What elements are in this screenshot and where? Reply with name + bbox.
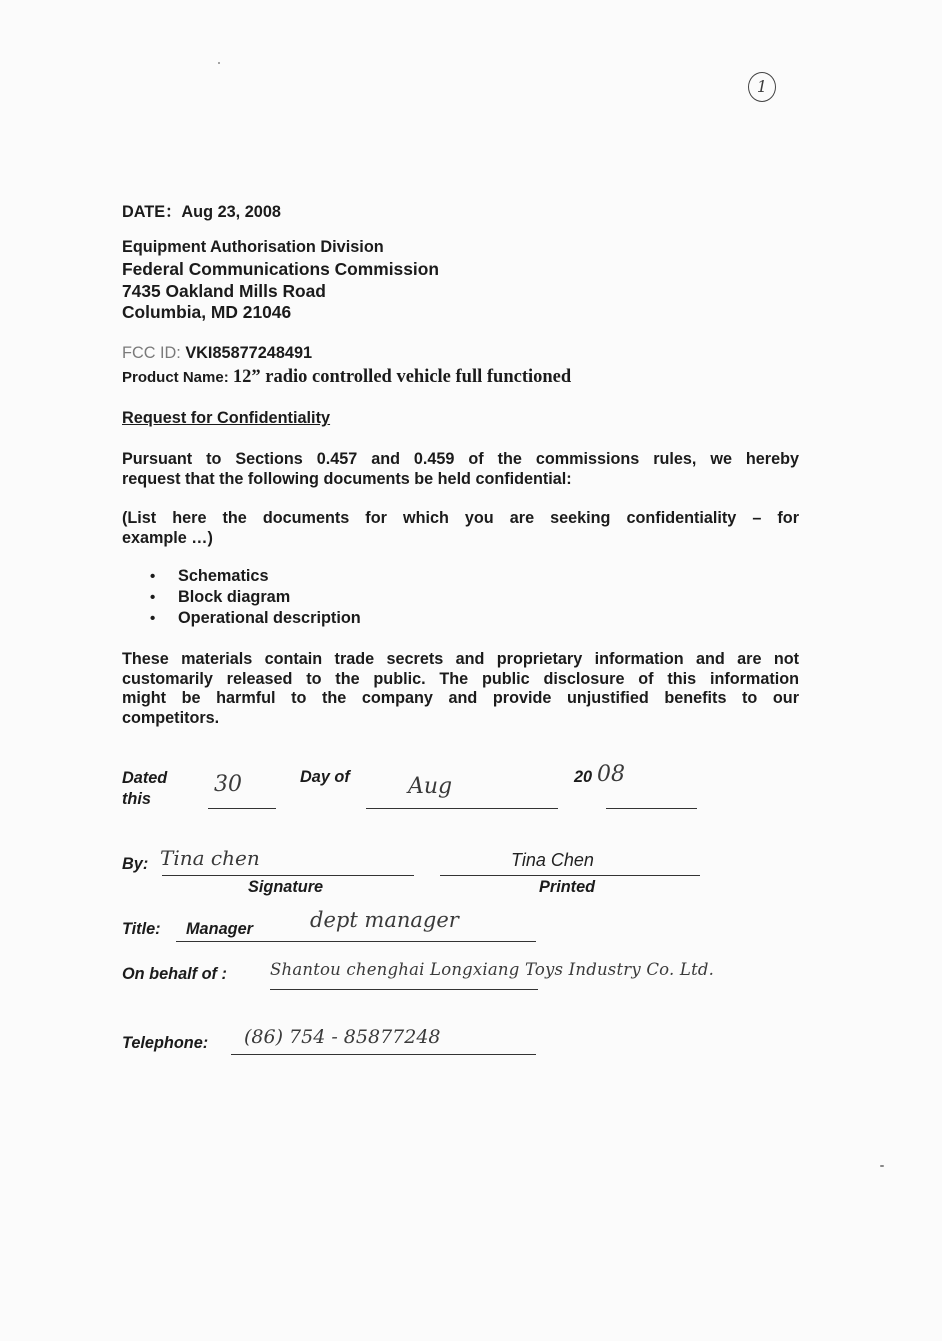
address-line-4: Columbia, MD 21046 — [122, 302, 292, 322]
behalf-value[interactable]: Shantou chenghai Longxiang Toys Industry Co. Ltd. — [270, 960, 715, 979]
paragraph-trade-secrets — [122, 650, 799, 728]
product-name-label: Product Name: — [122, 369, 233, 386]
address-line-1: Equipment Authorisation Division — [122, 238, 384, 256]
title-handwritten-value[interactable]: dept manager — [310, 908, 459, 932]
fcc-id-value: VKI85877248491 — [185, 344, 313, 362]
printed-caption: Printed — [539, 878, 596, 896]
list-item: • Block diagram — [122, 587, 361, 608]
dated-day-value[interactable]: 30 — [214, 772, 242, 797]
signature-value[interactable]: Tina chen — [160, 846, 260, 870]
title-typed-value: Manager — [186, 920, 253, 938]
paragraph-sections-line-1: Pursuant to Sections 0.457 and 0.459 of the commissions rules, we hereby — [122, 450, 799, 468]
signature-caption: Signature — [248, 878, 324, 896]
fcc-id-line — [122, 344, 312, 363]
product-name-value: 12” radio controlled vehicle full functioned — [232, 367, 572, 387]
day-of-label: Day of — [300, 768, 350, 786]
dated-year-prefix: 20 — [574, 768, 593, 786]
telephone-value[interactable]: (86) 754 - 85877248 — [244, 1026, 441, 1048]
section-heading: Request for Confidentiality — [122, 409, 331, 427]
paragraph-list-line-2: example …) — [122, 528, 213, 547]
dated-label — [122, 768, 167, 810]
scan-speck — [880, 1165, 884, 1167]
paragraph-list-instructions — [122, 509, 799, 548]
list-item: • Schematics — [122, 566, 361, 587]
title-underline — [176, 941, 536, 942]
behalf-underline — [270, 989, 538, 990]
paragraph-trade-line-3: might be harmful to the company and provide unjustified benefits to our — [122, 689, 799, 707]
paragraph-trade-line-2: customarily released to the public. The public disclosure of this information — [122, 669, 799, 688]
dated-label-line-1: Dated — [122, 769, 168, 787]
date-line: DATE：Aug 23, 2008 — [122, 203, 281, 221]
by-label: By: — [122, 855, 149, 873]
dated-month-value[interactable]: Aug — [408, 774, 453, 799]
printed-name-underline — [440, 875, 700, 876]
dated-label-line-2: this — [122, 790, 151, 808]
title-label: Title: — [122, 920, 161, 938]
behalf-label: On behalf of : — [122, 965, 227, 983]
document-list — [122, 566, 361, 629]
telephone-underline — [231, 1054, 536, 1055]
paragraph-sections-line-2: request that the following documents be held confidential: — [122, 469, 572, 488]
scan-speck — [218, 62, 220, 64]
fcc-id-label: FCC ID: — [122, 344, 186, 362]
signature-underline — [162, 875, 414, 876]
dated-month-underline — [366, 808, 558, 809]
dated-day-underline — [208, 808, 276, 809]
address-line-2: Federal Communications Commission — [122, 259, 439, 279]
dated-year-underline — [606, 808, 697, 809]
paragraph-sections — [122, 450, 799, 489]
page-number-mark: 1 — [748, 72, 776, 102]
telephone-label: Telephone: — [122, 1034, 209, 1052]
paragraph-list-line-1: (List here the documents for which you are seeking confidentiality – for — [122, 509, 799, 527]
product-name-line — [122, 367, 571, 388]
paragraph-trade-line-4: competitors. — [122, 708, 220, 727]
address-line-3: 7435 Oakland Mills Road — [122, 281, 326, 301]
list-item: • Operational description — [122, 608, 361, 629]
paragraph-trade-line-1: These materials contain trade secrets and proprietary information and are not — [122, 650, 799, 668]
printed-name-value[interactable]: Tina Chen — [511, 850, 594, 870]
dated-year-suffix[interactable]: 08 — [597, 762, 625, 787]
